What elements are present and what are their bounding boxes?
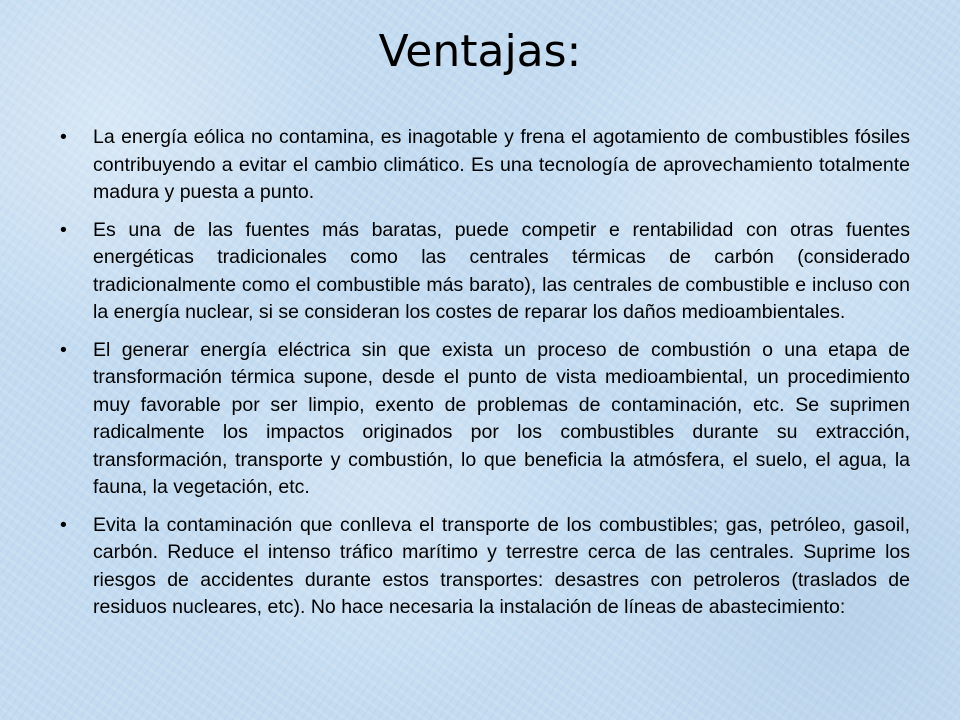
bullet-icon: • bbox=[60, 218, 67, 241]
bullet-item bbox=[60, 217, 910, 327]
bullet-list bbox=[60, 124, 910, 632]
bullet-icon: • bbox=[60, 338, 67, 361]
bullet-icon: • bbox=[60, 513, 67, 536]
bullet-item bbox=[60, 337, 910, 502]
bullet-text: Es una de las fuentes más baratas, puede competir e rentabilidad con otras fuentes energéticas tradicionales como las centrales térmicas de carbón (considerado tradicionalmente como el combustible más barato), las centrales de combustible e incluso con la energía nuclear, si se consideran los costes de reparar los daños medioambientales. bbox=[93, 218, 910, 323]
bullet-text: La energía eólica no contamina, es inagotable y frena el agotamiento de combustibles fósiles contribuyendo a evitar el cambio climático. Es una tecnología de aprovechamiento totalmente madura y puesta a punto. bbox=[93, 126, 910, 203]
bullet-icon: • bbox=[60, 126, 67, 148]
bullet-text: Evita la contaminación que conlleva el transporte de los combustibles; gas, petróleo, gasoil, carbón. Reduce el intenso tráfico marítimo y terrestre cerca de las centrales. Suprime los riesgos de accidentes durante estos transportes: desastres con petroleros (traslados de residuos nucleares, etc). No hace necesaria la instalación de líneas de abastecimiento: bbox=[93, 513, 910, 618]
bullet-item bbox=[60, 124, 910, 207]
bullet-text: El generar energía eléctrica sin que exista un proceso de combustión o una etapa de transformación térmica supone, desde el punto de vista medioambiental, un procedimiento muy favorable por ser limpio, exento de problemas de contaminación, etc. Se suprimen radicalmente los impactos originados por los combustibles durante su extracción, transformación, transporte y combustión, lo que beneficia la atmósfera, el suelo, el agua, la fauna, la vegetación, etc. bbox=[93, 338, 910, 498]
bullet-item bbox=[60, 512, 910, 622]
slide-title: Ventajas: bbox=[378, 26, 582, 77]
